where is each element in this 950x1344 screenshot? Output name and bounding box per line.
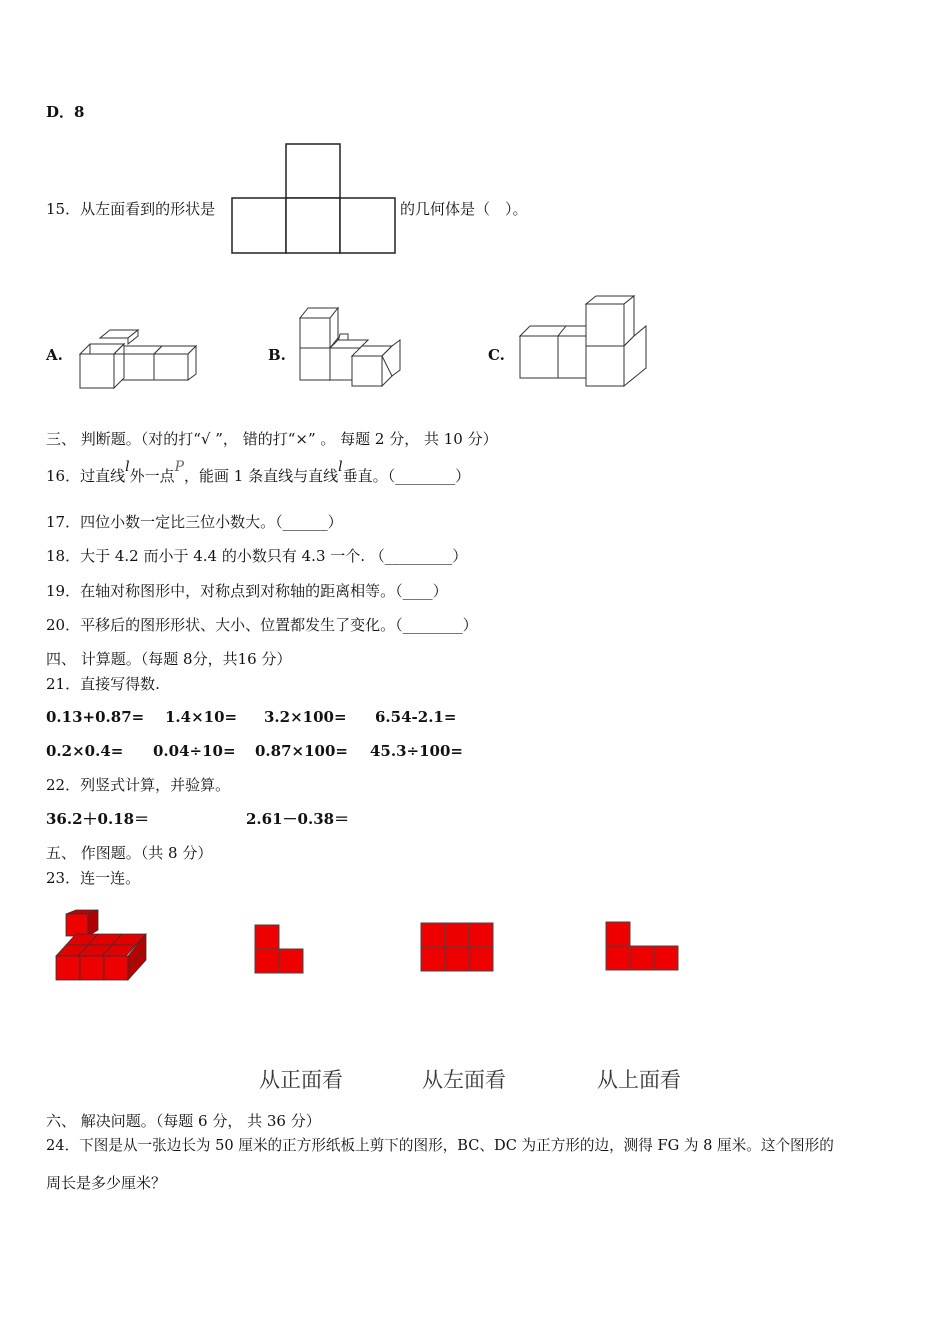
q19: 19．在轴对称图形中，对称点到对称轴的距离相等。（____） <box>46 582 448 600</box>
q23-label-front: 从正面看 <box>259 1068 343 1092</box>
q23-view-shape-1 <box>254 924 306 974</box>
q21-row1-item1: 0.13+0.87= <box>46 708 145 726</box>
q18: 18．大于 4.2 而小于 4.4 的小数只有 4.3 一个. （_________） <box>46 547 468 565</box>
q22-item1: 36.2＋0.18＝ <box>46 810 150 828</box>
q21-row2-item4: 45.3÷100= <box>370 742 463 760</box>
q16-part3: ，能画 1 条直线与直线 <box>184 467 339 485</box>
q16-var-l: l <box>125 459 130 475</box>
q15-prefix: 15．从左面看到的形状是 <box>46 200 216 218</box>
q23-view-shape-3 <box>605 921 681 973</box>
q23-3d-shape <box>54 910 150 982</box>
q21-row2-item2: 0.04÷10= <box>153 742 236 760</box>
q23-label-left: 从左面看 <box>422 1068 506 1092</box>
q15-option-c-figure <box>518 294 650 390</box>
q16-part2: 外一点 <box>129 467 175 485</box>
section3-heading: 三、 判断题。（对的打“√ ”， 错的打“×” 。 每题 2 分， 共 10 分） <box>46 430 498 448</box>
q16-part4: 垂直。（________） <box>342 467 471 485</box>
section4-heading: 四、 计算题。（每题 8分，共16 分） <box>46 650 292 668</box>
q22-item2: 2.61－0.38＝ <box>246 810 350 828</box>
q23-label-top: 从上面看 <box>597 1068 681 1092</box>
q14-option-d: D．8 <box>46 103 85 121</box>
section6-heading: 六、 解决问题。（每题 6 分， 共 36 分） <box>46 1112 321 1130</box>
q15-suffix: 的几何体是（ ）。 <box>400 200 528 218</box>
q21-title: 21．直接写得数. <box>46 675 160 693</box>
q22-title: 22．列竖式计算，并验算。 <box>46 776 231 794</box>
q24-line2: 周长是多少厘米？ <box>46 1174 167 1192</box>
q21-row1-item2: 1.4×10= <box>165 708 238 726</box>
q16-var-p: P <box>174 459 185 475</box>
q21-row2-item1: 0.2×0.4= <box>46 742 124 760</box>
q15-option-c-label: C. <box>488 346 505 364</box>
q16-part1: 16．过直线 <box>46 467 126 485</box>
q24-line1: 24．下图是从一张边长为 50 厘米的正方形纸板上剪下的图形，BC、DC 为正方形的边，测得 FG 为 8 厘米。这个图形的 <box>46 1137 834 1154</box>
q15-option-b-label: B. <box>268 346 286 364</box>
q23-title: 23．连一连。 <box>46 869 141 887</box>
section5-heading: 五、 作图题。（共 8 分） <box>46 844 213 862</box>
q15-option-a-label: A. <box>46 346 63 364</box>
q21-row2-item3: 0.87×100= <box>255 742 348 760</box>
q16 <box>46 459 471 486</box>
q15-option-a-figure <box>78 328 200 390</box>
q15-option-b-figure <box>298 306 404 390</box>
q17: 17．四位小数一定比三位小数大。（______） <box>46 513 343 531</box>
q21-row1-item4: 6.54-2.1= <box>375 708 457 726</box>
q15-left-view-figure <box>231 143 397 255</box>
q23-view-shape-2 <box>420 922 494 974</box>
q21-row1-item3: 3.2×100= <box>264 708 347 726</box>
q20: 20．平移后的图形形状、大小、位置都发生了变化。（________） <box>46 616 478 634</box>
q16-var-l2: l <box>338 459 343 475</box>
